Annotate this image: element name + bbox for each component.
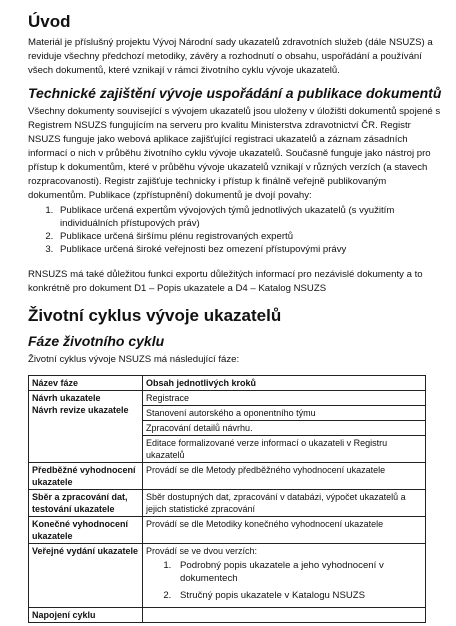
phase-name: Návrh ukazatele: [32, 393, 101, 403]
step-cell: [143, 608, 426, 623]
phase-cell: Veřejné vydání ukazatele: [29, 544, 143, 608]
table-row: [29, 544, 426, 608]
step-cell: [143, 544, 426, 608]
step-cell: Registrace: [143, 391, 426, 406]
phase-name: Návrh revize ukazatele: [32, 405, 129, 415]
phases-table: [28, 375, 426, 623]
step-cell: Provádí se dle Metodiky konečného vyhodnocení ukazatele: [143, 517, 426, 544]
phases-subheading: Fáze životního cyklu: [28, 333, 165, 349]
table-header-phase: Název fáze: [29, 376, 143, 391]
intro-paragraph: Materiál je příslušný projektu Vývoj Národní sady ukazatelů zdravotních služeb (dále NSUZS) a reviduje všechny předchozí metodiky, závěry a rozhodnutí o obsahu, uspořádání a používání všech dokumentů, které vznikají v rámci životního cyklu vývoje ukazatelů.: [28, 37, 433, 76]
technical-heading: Technické zajištění vývoje uspořádání a publikace dokumentů: [28, 85, 442, 101]
publication-list-item: 3. Publikace určená široké veřejnosti bez omezení přístupovými právy: [56, 243, 444, 256]
publish-list-item: 2. Stručný popis ukazatele v Katalogu NSUZS: [174, 589, 422, 602]
table-header-row: [29, 376, 426, 391]
table-row: [29, 490, 426, 517]
publish-list-item: 1. Podrobný popis ukazatele a jeho vyhodnocení v dokumentech: [174, 559, 422, 585]
lifecycle-heading: Životní cyklus vývoje ukazatelů: [28, 306, 282, 325]
phase-cell: Konečné vyhodnocení ukazatele: [29, 517, 143, 544]
table-row: [29, 391, 426, 406]
publication-list: [28, 204, 444, 256]
phase-cell: Sběr a zpracování dat, testování ukazatele: [29, 490, 143, 517]
phase-cell: Předběžné vyhodnocení ukazatele: [29, 463, 143, 490]
phase-cell: [29, 391, 143, 463]
table-row: [29, 517, 426, 544]
step-cell: Provádí se dle Metody předběžného vyhodnocení ukazatele: [143, 463, 426, 490]
phase-cell: Napojení cyklu: [29, 608, 143, 623]
step-cell: Editace formalizované verze informací o ukazateli v Registru ukazatelů: [143, 436, 426, 463]
step-cell: Sběr dostupných dat, zpracování v databázi, výpočet ukazatelů a jejich statistické zpracování: [143, 490, 426, 517]
publish-list: [146, 559, 422, 602]
table-row: [29, 608, 426, 623]
intro-heading: Úvod: [28, 12, 71, 31]
step-cell: Stanovení autorského a oponentního týmu: [143, 406, 426, 421]
table-header-steps: Obsah jednotlivých kroků: [143, 376, 426, 391]
phases-intro: Životní cyklus vývoje NSUZS má následující fáze:: [28, 354, 240, 365]
publish-intro: Provádí se ve dvou verzích:: [146, 546, 258, 556]
table-row: [29, 463, 426, 490]
technical-paragraph: Všechny dokumenty související s vývojem ukazatelů jsou uloženy v úložišti dokumentů spojené s Registrem NSUZS fungujícím na serveru pro kvalitu Ministerstva zdravotnictví ČR. Registr NSUZS funguje jako webová aplikace zajišťující registraci ukazatelů a záznam zásadních informací o nich v průběhu životního cyklu vývoje ukazatelů. Současně funguje jako nástroj pro přístup k dokumentům, které v průběhu vývoje ukazatelů vznikají v různých verzích (a stavech rozpracovanosti). Registr zajišťuje technicky i přístup k finálně veřejně publikovaným dokumentům. Publikace (zpřístupnění) dokumentů je dvojí povahy:: [28, 106, 441, 201]
publication-list-item: 2. Publikace určená širšímu plénu registrovaných expertů: [56, 230, 444, 243]
step-cell: Zpracování detailů návrhu.: [143, 421, 426, 436]
publication-list-item: 1. Publikace určená expertům vývojových týmů jednotlivých ukazatelů (s využitím individuálních přístupových práv): [56, 204, 444, 230]
export-paragraph: RNSUZS má také důležitou funkci exportu důležitých informací pro nezávislé dokumenty a to konkrétně pro dokument D1 – Popis ukazatele a D4 – Katalog NSUZS: [28, 269, 423, 294]
